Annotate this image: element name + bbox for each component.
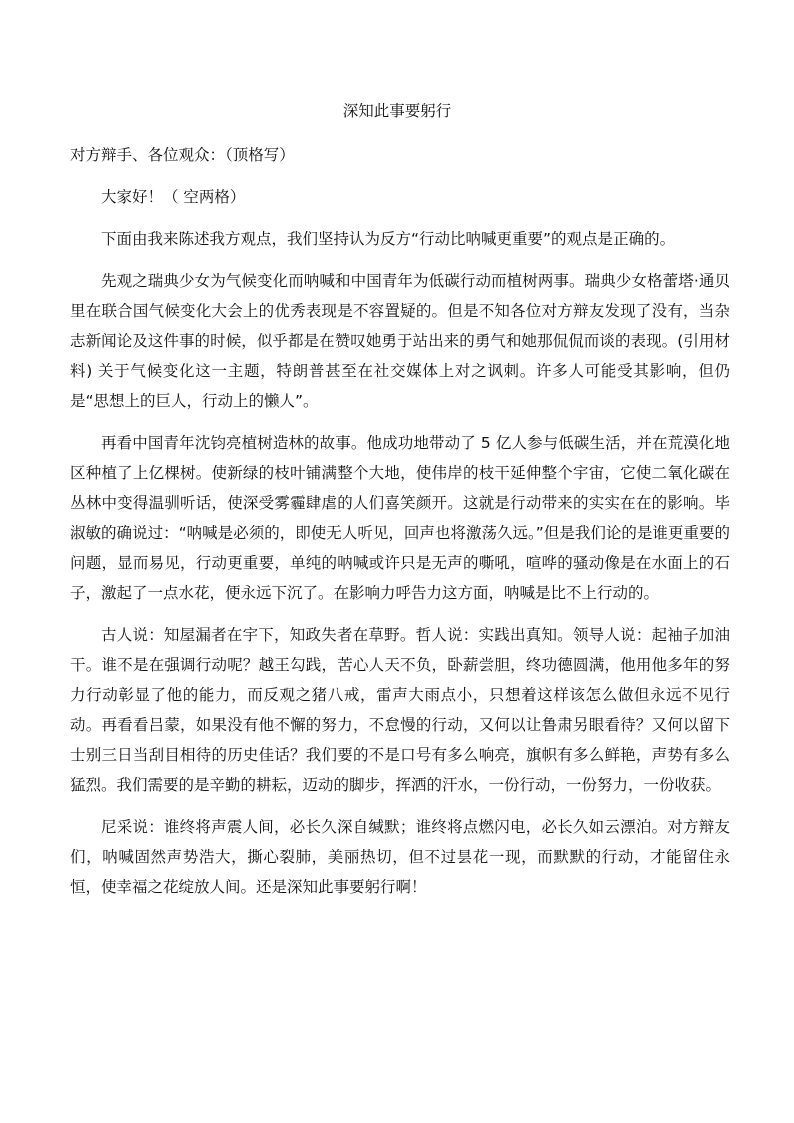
paragraph-conclusion: 尼采说：谁终将声震人间，必长久深自缄默；谁终将点燃闪电，必长久如云漂泊。对方辩友们，呐喊固然声势浩大，撕心裂肺，美丽热切，但不过昙花一现，而默默的行动，才能留住永恒，使幸福之花绽放人间。还是深知此事要躬行啊！ (70, 818, 730, 896)
greeting: 大家好！（ 空两格） (101, 188, 246, 206)
salutation: 对方辩手、各位观众：（顶格写） (70, 146, 295, 164)
paragraph-greta: 先观之瑞典少女为气候变化而呐喊和中国青年为低碳行动而植树两事。瑞典少女格蕾塔·通贝里在联合国气候变化大会上的优秀表现是不容置疑的。但是不知各位对方辩友发现了没有，当杂志新闻论及这件事的时候，似乎都是在赞叹她勇于站出来的勇气和她那侃侃而谈的表现。(引用材料) 关于气候变化这一主题，特朗普甚至在社交媒体上对之讽刺。许多人可能受其影响，但仍是“思想上的巨人，行动上的懒人”。 (70, 272, 730, 410)
document-title: 深知此事要躬行 (342, 102, 452, 120)
paragraph-shen-junliang: 再看中国青年沈钧亮植树造林的故事。他成功地带动了 5 亿人参与低碳生活，并在荒漠化地区种植了上亿棵树。使新绿的枝叶铺满整个大地，使伟岸的枝干延伸整个宇宙，它使二氧化碳在丛林中变得温驯听话，使深受雾霾肆虐的人们喜笑颜开。这就是行动带来的实实在在的影响。毕淑敏的确说过：“呐喊是必须的，即使无人听见，回声也将激荡久远。”但是我们论的是谁更重要的问题，显而易见，行动更重要，单纯的呐喊或许只是无声的嘶吼，喧哗的骚动像是在水面上的石子，激起了一点水花，便永远下沉了。在影响力呼告力这方面，呐喊是比不上行动的。 (70, 434, 730, 602)
paragraph-thesis: 下面由我来陈述我方观点，我们坚持认为反方“行动比呐喊更重要”的观点是正确的。 (101, 230, 676, 248)
document-body (70, 140, 730, 914)
paragraph-ancients: 古人说：知屋漏者在宇下，知政失者在草野。哲人说：实践出真知。领导人说：起袖子加油干。谁不是在强调行动呢？越王勾践，苦心人天不负，卧薪尝胆，终功德圆满，他用他多年的努力行动彰显了他的能力，而反观之猪八戒，雷声大雨点小，只想着这样该怎么做但永远不见行动。再看看吕蒙，如果没有他不懈的努力，不怠慢的行动，又何以让鲁肃另眼看待？又何以留下士别三日当刮目相待的历史佳话？我们要的不是口号有多么响亮，旗帜有多么鲜艳，声势有多么猛烈。我们需要的是辛勤的耕耘，迈动的脚步，挥洒的汗水，一份行动，一份努力，一份收获。 (70, 626, 730, 794)
